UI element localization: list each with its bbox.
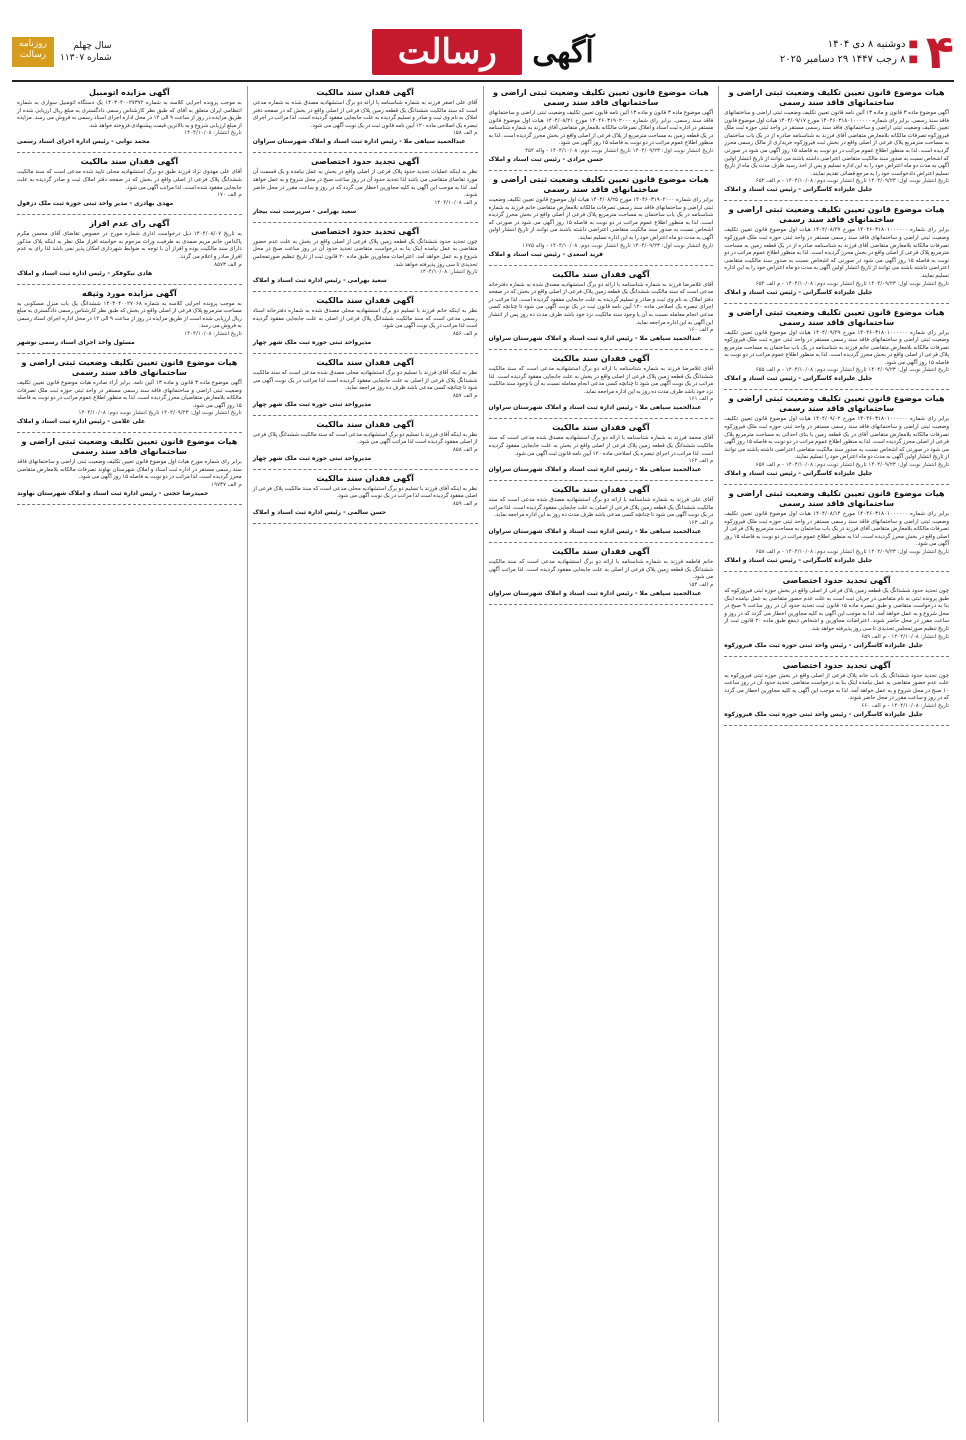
notice-title: آگهی فقدان سند مالکیت [316,473,414,483]
notice [17,157,242,208]
notice-meta: تاریخ انتشار نوبت اول: ۱۴۰۴/۰۹/۲۳ تاریخ انتشار نوبت دوم: ۱۴۰۴/۱۰/۰۸ - م الف ۶۵۷ [755,462,949,469]
notice-body: چون تحدید حدود ششدانگ یک باب خانه پلاک فرعی از اصلی واقع در بخش حوزه ثبتی فیروزکوه به علت عدم حضور متقاضی به عمل نیامده اینک بنا به درخواست متقاضی تحدید حدود آن در روز ساعت ۱۰ صبح در محل شروع و به عمل خواهد آمد. لذا به موجب این آگهی به کلیه مجاورین اخطار می گردد که در روز و ساعت مقرر در محل حاضر شوند. [724,672,949,702]
notice-signature: جلیل علیزاده کاسگرانی - رئیس واحد ثبتی حوزه ثبت ملک فیروزکوه [724,641,923,649]
notice-body: آقای محمد فرزند به شماره شناسنامه با ارائه دو برگ استشهادیه مصدق شده مدعی است که سند مالکیت ششدانگ یک قطعه زمین پلاک فرعی از اصلی واقع در بخش به علت جابجایی مفقود گردیده است. لذا مراتب در اجرای تبصره یک اصلاحی ماده ۱۲۰ آیین نامه قانون ثبت آگهی می شود. [488,435,714,457]
notice-body: چون تحدید حدود ششدانگ یک قطعه زمین پلاک فرعی از اصلی واقع در بخش حوزه ثبتی فیروزکوه که طبق پرونده ثبتی به نام متقاضی در جریان ثبت است به علت عدم حضور متقاضی به عمل نیامده اینک بنا به درخواست متقاضی و طبق تبصره ماده ۱۵ قانون ثبت تحدید حدود آن در روز ساعت ۹ صبح در محل شروع و به عمل خواهد آمد. لذا به موجب این آگهی به کلیه مجاورین اخطار می گردد که در روز و ساعت مقرر در محل حاضر شوند. اعتراضات مجاورین و اشخاص ذینفع طبق ماده ۲۰ قانون ثبت از تاریخ تنظیم صورتمجلس تحدیدی تا سی روز پذیرفته خواهد شد. [724,588,949,632]
notice-signature: جلیل علیزاده کاسگرانی - رئیس ثبت اسناد و املاک [724,186,873,194]
notice-separator [253,469,478,470]
notice-title: آگهی فقدان سند مالکیت [316,296,414,306]
notice [253,420,478,463]
notice-signature: عبدالحمید سیاهی ملا - رئیس اداره ثبت اسناد و املاک شهرستان سراوان [252,138,466,146]
notice [253,88,478,146]
notice-body: نظر به اینکه عملیات تحدید حدود پلاک فرعی از اصلی واقع در بخش به عمل نیامده و یک قسمت آن مورد تقاضای متقاضی می باشد لذا تحدید حدود آن در روز ساعت صبح در محل شروع و به عمل خواهد آمد. لذا به موجب این آگهی به کلیه مجاورین اخطار می گردد که در روز و ساعت مقرر در محل حاضر شوند. [252,169,478,199]
notice-separator [489,265,714,266]
notice-body: برابر رای شماره ۱۴۰۴۶۰۳۱۸۰۱۰۰۰۰۰۰ مورخ ۱۴۰۴/۰۹/۲۹ هیات اول موضوع قانون تعیین تکلیف وضعیت ثبتی اراضی و ساختمانهای فاقد سند رسمی مستقر در واحد ثبتی حوزه ثبت ملک فیروزکوه تصرفات مالکانه بلامعارض متقاضی خانم فرزند به شناسنامه در یک باب ساختمان به مساحت مترمربع پلاک فرعی از اصلی واقع در بخش محرز گردیده است. لذا به منظور اطلاع عموم مراتب در دو نوبت به فاصله ۱۵ روز آگهی می شود. [724,329,950,366]
notice-title: هیات موضوع قانون تعیین تکلیف وضعیت ثبتی اراضی و ساختمانهای فاقد سند رسمی [728,489,945,509]
notice-signature: مسئول واحد اجرای اسناد رسمی نوشهر [17,338,135,346]
notice-signature: محمد نوابی - رئیس اداره اجرای اسناد رسمی [17,138,150,146]
notice-meta: م الف ۸۵۷۳ [214,261,242,268]
notice-signature: مدیرواحد ثبتی حوزه ثبت ملک شهر چهار [252,400,372,408]
notice-body: نظر به اینکه خانم فرزند با تسلیم دو برگ استشهادیه محلی مصدق شده به شماره دفترخانه اسناد رسمی مدعی است که سند مالکیت ششدانگ پلاک فرعی از اصلی به علت جابجایی مفقود گردیده است لذا مراتب در یک نوبت آگهی می شود. [252,308,478,330]
notice-meta: تاریخ انتشار: ۱۴۰۴/۱۰/۰۸ [184,130,242,137]
notice-title: آگهی تحدید حدود اختصاصی [782,660,891,670]
notice [253,227,478,285]
notice [489,423,714,474]
notice [724,88,949,194]
notice-signature: حسن سالمی - رئیس اداره ثبت اسناد و املاک [252,509,387,517]
notice-signature: عبدالحمید سیاهی ملا - رئیس اداره ثبت اسناد و املاک شهرستان سراوان [488,528,702,536]
notice-body: برابر رای شماره ۱۴۰۴۶۰۳۱۸۰۱۰۰۰۰۰۰ مورخ ۱۴۰۴/۰۸/۱۴ هیات اول موضوع قانون تعیین تکلیف وضعیت ثبتی اراضی و ساختمانهای فاقد سند رسمی مستقر در واحد ثبتی حوزه ثبت ملک فیروزکوه تصرفات مالکانه بلامعارض متقاضی آقای فرزند در یک باب ساختمان به مساحت مترمربع پلاک فرعی از اصلی واقع در بخش محرز گردیده است. لذا به منظور اطلاع عموم مراتب در دو نوبت به فاصله ۱۵ روز آگهی می شود. [724,511,950,548]
notice-signature: جلیل علیزاده کاسگرانی - رئیس واحد ثبتی حوزه ثبت ملک فیروزکوه [724,710,923,718]
notice-body: آگهی موضوع ماده ۳ قانون و ماده ۱۳ آئین نامه قانون تعیین تکلیف وضعیت ثبتی اراضی و ساختمانهای فاقد سند رسمی. برابر رای شماره ۱۴۰۴۶۰۳۱۹۰۲۰۰۰ مورخ ۱۴۰۴/۰۸/۲۱ هیات اول موضوع قانون مستقر در اداره ثبت اسناد و املاک تصرفات مالکانه بلامعارض متقاضی آقای فرزند به شماره شناسنامه در یک قطعه زمین به مساحت مترمربع از پلاک فرعی از اصلی واقع در بخش محرز گردیده است. لذا به منظور اطلاع عموم مراتب در دو نوبت به فاصله ۱۵ روز آگهی می شود. [488,110,714,147]
notice-title: هیات موضوع قانون تعیین تکلیف وضعیت ثبتی اراضی و ساختمانهای فاقد سند رسمی [728,307,945,327]
notice [724,205,949,296]
header-left [12,37,312,67]
notice-separator [489,604,714,605]
notice-signature: هادی نیکوفکر - رئیس اداره ثبت اسناد و املاک [17,269,153,277]
notice-separator [489,170,714,171]
date-line-2: ۸ رجب ۱۴۴۷ ۲۹ دسامبر ۲۰۲۵ [779,54,906,65]
notice-separator [253,152,478,153]
notice-body: به موجب پرونده اجرایی کلاسه به شماره ۱۴۰۳۰۴۰۰۲۷۳۷۲ یک دستگاه اتومبیل سواری به شماره انتظامی ایران متعلق به آقای که طبق نظر کارشناس رسمی دادگستری به مبلغ ریال ارزیابی شده از طریق مزایده در روز از ساعت ۹ الی ۱۲ در محل اداره اجرای اسناد رسمی به فروش می رسد. مزایده از مبلغ ارزیابی شروع و به بالاترین قیمت پیشنهادی فروخته خواهد شد. [17,100,242,129]
notice [489,270,714,344]
notice-meta: م الف ۸۵۹ [452,501,478,508]
notice [489,175,714,259]
notice-signature: حسن مرادی - رئیس ثبت اسناد و املاک [488,155,604,163]
notice-signature: فرید اسعدی - رئیس ثبت اسناد و املاک [488,250,603,258]
column-1 [718,86,954,1422]
mini-logo: روزنامه رسالت [12,37,54,67]
notice-body: آقای علی فرزند به شماره شناسنامه با ارائه دو برگ استشهادیه مصدق شده مدعی است که سند مالکیت ششدانگ یک قطعه زمین پلاک فرعی از اصلی به علت جابجایی مفقود گردیده است. لذا مراتب در یک نوبت آگهی می شود تا چنانچه کسی مدعی باشد ظرف مدت ده روز به این اداره مراجعه نماید. [488,497,714,519]
columns-container [12,86,954,1422]
notice-meta: م الف ۱۴۰۴/۱۰/۰۸ [434,199,478,206]
notice-title: آگهی فقدان سند مالکیت [316,88,414,97]
notice-title: هیات موضوع قانون تعیین تکلیف وضعیت ثبتی اراضی و ساختمانهای فاقد سند رسمی [492,88,709,107]
notice-signature: مدیرواحد ثبتی حوزه ثبت ملک شهر چهار [252,454,372,462]
notice-separator [724,389,949,390]
notice-signature: عبدالحمید سیاهی ملا - رئیس اداره ثبت اسناد و املاک شهرستان سراوان [488,466,702,474]
notice-signature: عبدالحمید سیاهی ملا - رئیس اداره ثبت اسناد و املاک شهرستان سراوان [488,404,702,412]
notice-body: نظر به اینکه آقای فرزند با تسلیم دو برگ استشهادیه محلی مدعی است که سند مالکیت پلاک فرعی از اصلی مفقود گردیده است لذا مراتب در یک نوبت آگهی می شود. [252,485,478,500]
notice-separator [489,542,714,543]
notice-body: آگهی موضوع ماده ۳ قانون و ماده ۱۳ آئین نامه قانون تعیین تکلیف وضعیت ثبتی اراضی و ساختمانهای فاقد سند رسمی. برابر رای شماره ۱۴۰۴۶۰۳۱۸۰۱۰۰۰۰۰۰ مورخ ۱۴۰۴/۰۹/۱۷ هیات اول موضوع قانون تعیین تکلیف وضعیت ثبتی اراضی و ساختمانهای فاقد سند رسمی مستقر در واحد ثبتی حوزه ثبت ملک فیروزکوه تصرفات مالکانه بلامعارض متقاضی آقای فرزند به شناسنامه صادره از در یک باب ساختمان به مساحت مترمربع پلاک فرعی از اصلی واقع در بخش ثبت فیروزکوه خریداری از مالک رسمی محرز گردیده است. لذا به منظور اطلاع عموم مراتب در دو نوبت به فاصله ۱۵ روز آگهی می شود در صورتی که اشخاص نسبت به صدور سند مالکیت متقاضی اعتراضی داشته باشند می توانند از تاریخ انتشار اولین آگهی به مدت دو ماه اعتراض خود را به این اداره تسلیم و پس از اخذ رسید ظرف مدت یک ماه از تاریخ تسلیم اعتراض دادخواست خود را به مرجع قضائی تقدیم نمایند. [724,110,949,177]
notice-separator [489,480,714,481]
notice-meta: م الف ۱۶۲ [688,458,714,465]
notice-title: هیات موضوع قانون تعیین تکلیف وضعیت ثبتی اراضی و ساختمانهای فاقد سند رسمی [728,88,945,107]
notice-meta: م الف ۸۵۷ [452,392,478,399]
notice-meta: م الف ۱۶۰ [688,327,714,334]
notice-body: به موجب پرونده اجرایی کلاسه به شماره ۱۴۰۳۰۴۰۰۲۷۰۶۸ ششدانگ یک باب منزل مسکونی به مساحت مترمربع پلاک فرعی از اصلی واقع در بخش که طبق نظر کارشناس رسمی دادگستری به مبلغ ریال ارزیابی شده است از طریق مزایده در روز از ساعت ۹ الی ۱۲ در محل اداره اجرای اسناد رسمی به فروش می رسد. [17,300,242,330]
notice-body: به تاریخ ۱۴۰۴/۰۸/۰۷ ذیل درخواست اداری شماره مورخ در خصوص تقاضای آقای محسن مکرم پاکدامن خانم مریم صمدی به طرفیت وراث مرحوم به خواسته افراز ملک نظر به اینکه پلاک مذکور دارای سند مالکیت بوده و افراز آن با توجه به ضوابط شهرداری امکان پذیر نمی باشد لذا رای به عدم افراز صادر و اعلام می گردد. [17,231,242,260]
notice-separator [724,656,949,657]
notice-title: هیات موضوع قانون تعیین تکلیف وضعیت ثبتی اراضی و ساختمانهای فاقد سند رسمی [492,174,709,194]
notice-meta: تاریخ انتشار نوبت اول: ۱۴۰۴/۰۹/۲۳ تاریخ انتشار نوبت دوم: ۱۴۰۴/۱۰/۰۸ - واله ۱۶۷۵ [522,242,714,249]
date-block [780,37,918,67]
notice-meta: م الف ۱۶۳ [688,520,714,527]
notice-body: نظر به اینکه آقای فرزند با تسلیم دو برگ استشهادیه محلی مصدق شده مدعی است که سند مالکیت ششدانگ پلاک فرعی از اصلی به علت جابجایی مفقود گردیده است لذا مراتب در یک نوبت آگهی می شود تا چنانچه کسی مدعی باشد ظرف ده روز مراجعه نماید. [252,369,478,392]
notice-separator [253,291,478,292]
notice-meta: تاریخ انتشار: ۱۴۰۴/۱۰/۰۸ [184,330,242,337]
notice-separator [17,353,242,354]
issue-info [60,40,112,64]
notice [724,576,949,650]
notice-title: آگهی تحدید حدود اختصاصی [311,226,420,236]
notice-title: آگهی مزایده اتومبیل [89,88,170,97]
notice-meta: تاریخ انتشار نوبت اول: ۱۴۰۴/۰۹/۲۳ تاریخ انتشار نوبت دوم: ۱۴۰۴/۱۰/۰۸ - واله ۴۵۴ [525,147,714,154]
notice-meta: تاریخ انتشار نوبت اول: ۱۴۰۴/۰۹/۲۳ تاریخ انتشار نوبت دوم: ۱۴۰۴/۱۰/۰۸ - م الف ۶۵۵ [755,367,949,374]
notice-meta: تاریخ انتشار نوبت اول: ۱۴۰۴/۰۹/۲۳ تاریخ انتشار نوبت دوم: ۱۴۰۴/۱۰/۰۸ - م الف ۶۵۴ [755,280,949,287]
page-number: ۴ [925,25,954,79]
notice-body: برابر رای شماره ۱۴۰۴۶۰۳۱۸۰۱۰۰۰۰۰۰ مورخ ۱۴۰۴/۰۸/۲۷ هیات اول موضوع قانون تعیین تکلیف وضعیت ثبتی اراضی و ساختمانهای فاقد سند رسمی مستقر در واحد ثبتی حوزه ثبت ملک فیروزکوه تصرفات مالکانه بلامعارض متقاضی آقای فرزند به شناسنامه صادره از در یک قطعه زمین به مساحت مترمربع پلاک فرعی از اصلی واقع در بخش محرز گردیده است. لذا به منظور اطلاع عموم مراتب در دو نوبت به فاصله ۱۵ روز آگهی می شود در صورتی که اشخاص نسبت به صدور سند مالکیت متقاضی اعتراضی داشته باشند می توانند از تاریخ انتشار اولین آگهی به مدت دو ماه اعتراض خود را به این اداره تسلیم نمایند. [724,227,950,279]
notice-signature: جلیل علیزاده کاسگرانی - رئیس ثبت اسناد و املاک [724,470,873,478]
notice-separator [489,418,714,419]
notice-meta: م الف ۸۵۶ [452,330,478,337]
notice-body: نظر به اینکه آقای فرزند با تسلیم دو برگ استشهادیه مدعی است که سند مالکیت ششدانگ پلاک فرعی از اصلی مفقود گردیده است لذا مراتب آگهی می شود. [252,431,478,446]
notice-meta: م الف ۱۹۷۳۷ [211,482,242,489]
notice-meta: م الف ۱۷۰ [217,192,242,199]
notice-body: آقای علی مهدوی نژاد فرزند طبق دو برگ استشهادیه محلی تایید شده مدعی است که سند مالکیت ششدانگ پلاک فرعی از اصلی واقع در بخش که در صفحه دفتر املاک ثبت و صادر گردیده به علت جابجایی مفقود شده است. لذا مراتب آگهی می شود. [17,169,242,191]
header-center [323,26,643,78]
notice-title: آگهی فقدان سند مالکیت [552,485,650,495]
notice-signature: جلیل علیزاده کاسگرانی - رئیس ثبت اسناد و املاک [724,557,873,564]
notice [724,308,949,384]
notice [253,358,478,409]
notice-separator [17,214,242,215]
notice-body: آگهی موضوع ماده ۳ قانون و ماده ۱۳ آئین نامه. برابر آراء صادره هیات موضوع قانون تعیین تکلیف وضعیت ثبتی اراضی و ساختمانهای فاقد سند رسمی مستقر در واحد ثبتی حوزه ثبت ملک تصرفات مالکانه بلامعارض متقاضیان محرز گردیده است. لذا به منظور اطلاع عموم مراتب در دو نوبت به فاصله ۱۵ روز آگهی می شود. [17,379,242,409]
notice [17,437,242,498]
notice [489,547,714,598]
notice-body: چون تحدید حدود ششدانگ یک قطعه زمین پلاک فرعی از اصلی واقع در بخش به علت عدم حضور متقاضی به عمل نیامده اینک بنا به درخواست متقاضی تحدید حدود آن در روز ساعت صبح در محل شروع و به عمل خواهد آمد. اعتراضات مجاورین طبق ماده ۲۰ قانون ثبت از تاریخ تنظیم صورتمجلس تحدیدی تا سی روز پذیرفته خواهد شد. [252,238,478,268]
notice-signature: سعید بهرامی - سرپرست ثبت بیجار [252,207,357,215]
notice-title: آگهی فقدان سند مالکیت [552,269,650,279]
notice-body: برابر رای شماره ۱۴۰۴۶۰۳۱۸۰۱۰۰۰۰۰۰ مورخ ۱۴۰۴/۰۹/۰۲ هیات اول موضوع قانون تعیین تکلیف وضعیت ثبتی اراضی و ساختمانهای فاقد سند رسمی مستقر در واحد ثبتی حوزه ثبت ملک فیروزکوه تصرفات مالکانه بلامعارض متقاضی آقای در یک قطعه زمین با بنای احداثی به مساحت مترمربع پلاک فرعی از اصلی محرز گردیده است. لذا به منظور اطلاع عموم مراتب در دو نوبت به فاصله ۱۵ روز آگهی می شود در صورتی که اشخاص نسبت به صدور سند مالکیت متقاضی اعتراضی داشته باشند می توانند از تاریخ انتشار اولین آگهی به مدت دو ماه اعتراض خود را تسلیم نمایند. [724,416,950,461]
header-right [654,25,954,79]
masthead-logo: رسالت [372,29,522,75]
notice-signature: عبدالحمید سیاهی ملا - رئیس اداره ثبت اسناد و املاک شهرستان سراوان [488,335,702,343]
notice-title: هیات موضوع قانون تعیین تکلیف وضعیت ثبتی اراضی و ساختمانهای فاقد سند رسمی [728,394,945,414]
notice-signature: عبدالحمید سیاهی ملا - رئیس اداره ثبت اسناد و املاک شهرستان سراوان [488,589,702,597]
notice-meta: تاریخ انتشار: ۱۴۰۴/۱۰/۰۸ - م الف ۶۶۰ [861,702,949,709]
notice-title: آگهی مزایده مورد وثیقه [82,288,177,298]
notice [253,474,478,517]
notice-separator [724,571,949,572]
notice-title: آگهی فقدان سند مالکیت [552,547,650,557]
notice-signature: سعید بهرامی - رئیس اداره ثبت اسناد و املاک [252,277,387,285]
notice-signature: مدیرواحد ثبتی حوزه ثبت ملک شهر چهار [252,338,372,346]
notice-signature: جلیل علیزاده کاسگرانی - رئیس ثبت اسناد و املاک [724,375,873,383]
notice-title: آگهی فقدان سند مالکیت [316,419,414,429]
notice-body: آقای غلامرضا فرزند به شماره شناسنامه با ارائه دو برگ استشهادیه مدعی است که سند مالکیت ششدانگ یک قطعه زمین پلاک فرعی از اصلی واقع در بخش به علت جابجایی مفقود گردیده است. لذا مراتب در یک نوبت آگهی می شود تا چنانچه کسی مدعی انجام معامله نسبت به آن یا وجود سند مالکیت نزد خود باشد ظرف مدت ده روز به این اداره مراجعه نماید. [488,366,714,395]
notice-separator [17,504,242,505]
notice-title: آگهی فقدان سند مالکیت [316,357,414,367]
notice-signature: علی غلامی - رئیس اداره ثبت اسناد و املاک [17,418,146,426]
notice-separator [724,725,949,726]
notice-title: آگهی فقدان سند مالکیت [552,354,650,364]
notice [489,354,714,412]
bullet-icon: ■ [908,54,918,65]
notice-title: آگهی رای عدم افراز [89,219,170,229]
column-3 [247,86,483,1422]
page-header [12,26,954,78]
notice [17,358,242,426]
notice-meta: تاریخ انتشار: ۱۴۰۴/۱۰/۰۸ - م الف ۶۵۹ [861,633,949,640]
notice-title: آگهی فقدان سند مالکیت [80,157,179,167]
notice [253,296,478,347]
header-divider [12,80,954,82]
issue-line: شماره ۱۱۳۰۷ [60,53,112,63]
notice-signature: حمیدرضا حجتی - رئیس اداره ثبت اسناد و املاک شهرستان نهاوند [17,490,209,498]
notice-meta: م الف ۱۵۸ [452,130,478,137]
notice-separator [253,415,478,416]
column-4 [12,86,247,1422]
notice-separator [17,152,242,153]
notice-meta: تاریخ انتشار نوبت اول: ۱۴۰۴/۰۹/۲۳ تاریخ انتشار نوبت دوم: ۱۴۰۴/۱۰/۰۸ - م الف ۶۵۲ [755,178,949,185]
notice-separator [253,353,478,354]
notice-body: آقای علی اصغر فرزند به شماره شناسنامه با ارائه دو برگ استشهادیه مصدق شده به شماره مدعی است که سند مالکیت ششدانگ یک قطعه زمین پلاک فرعی از اصلی واقع در بخش که در صفحه دفتر املاک به نام وی ثبت و صادر و تسلیم گردیده به علت جابجایی مفقود گردیده است. لذا مراتب در اجرای تبصره یک اصلاحی ماده ۱۲۰ آیین نامه قانون ثبت در یک نوبت آگهی می شود. [252,100,478,129]
notice-meta: م الف ۸۵۸ [452,446,478,453]
notice-meta: م الف ۱۵۴ [688,581,714,588]
notice-separator [17,284,242,285]
notice [17,219,242,277]
notice-body: برابر رای شماره ۱۴۰۴۶۰۳۱۹۰۲۰۰۰ مورخ ۱۴۰۴/۰۸/۲۵ هیات اول موضوع قانون تعیین تکلیف وضعیت ثبتی اراضی و ساختمانهای فاقد سند رسمی تصرفات مالکانه بلامعارض متقاضی خانم فرزند به شماره شناسنامه در یک باب ساختمان به مساحت مترمربع پلاک فرعی از اصلی واقع در بخش محرز گردیده است. لذا به منظور اطلاع عموم مراتب در دو نوبت به فاصله ۱۵ روز آگهی می شود در صورتی که اشخاص نسبت به صدور سند مالکیت متقاضی اعتراضی داشته باشند می توانند از تاریخ انتشار اولین آگهی به مدت دو ماه اعتراض خود را به این اداره تسلیم نمایند. [488,196,714,241]
notice [489,88,714,164]
notice-separator [17,432,242,433]
notice-body: برابر رای شماره مورخ هیات اول موضوع قانون تعیین تکلیف وضعیت ثبتی اراضی و ساختمانهای فاقد سند رسمی مستقر در اداره ثبت اسناد و املاک شهرستان نهاوند تصرفات مالکانه بلامعارض متقاضی محرز گردیده است. لذا مراتب در دو نوبت به فاصله ۱۵ روز آگهی می شود. [17,459,242,481]
notice-separator [724,303,949,304]
notice-separator [724,200,949,201]
notice-title: آگهی فقدان سند مالکیت [552,423,650,433]
notice-signature: مهدی بهادری - مدیر واحد ثبتی حوزه ثبت ملک دزفول [17,200,174,208]
notice-meta: م الف ۱۶۱ [688,396,714,403]
date-line-1: دوشنبه ۸ دی ۱۴۰۴ [827,39,906,50]
notice-meta: تاریخ انتشار: ۱۴۰۴/۱۰/۰۸ [419,269,478,276]
notice-title: هیات موضوع قانون تعیین تکلیف وضعیت ثبتی اراضی و ساختمانهای فاقد سند رسمی [728,205,945,225]
notice-title: هیات موضوع قانون تعیین تکلیف وضعیت ثبتی اراضی و ساختمانهای فاقد سند رسمی [21,437,238,457]
notice-separator [724,484,949,485]
notice-title: هیات موضوع قانون تعیین تکلیف وضعیت ثبتی اراضی و ساختمانهای فاقد سند رسمی [21,357,238,377]
notice-meta: تاریخ انتشار نوبت اول: ۱۴۰۴/۰۹/۲۳ تاریخ انتشار نوبت دوم: ۱۴۰۴/۱۰/۰۸ [78,410,242,417]
notice [724,661,949,719]
section-title: آگهی [532,34,594,70]
notice [17,289,242,347]
notice-title: آگهی تجدید حدود اختصاصی [311,157,420,167]
notice [253,157,478,215]
notice [489,485,714,536]
notice [724,489,949,565]
notice-separator [253,523,478,524]
notice [724,394,949,478]
notice-separator [253,222,478,223]
notice-separator [489,349,714,350]
column-2 [483,86,719,1422]
notice-title: آگهی تحدید حدود اختصاصی [782,576,891,585]
bullet-icon: ■ [908,39,918,50]
notice-body: آقای غلامرضا فرزند به شماره شناسنامه با ارائه دو برگ استشهادیه مصدق شده به شماره دفترخانه مدعی است که سند مالکیت ششدانگ یک قطعه زمین پلاک فرعی از اصلی واقع در بخش که در صفحه دفتر املاک به نام وی ثبت و صادر و تسلیم گردیده به علت جابجایی مفقود گردیده است. لذا مراتب در اجرای تبصره یک اصلاحی ماده ۱۲۰ آیین نامه قانون ثبت در یک نوبت آگهی می شود تا چنانچه کسی مدعی انجام معامله نسبت به آن یا وجود سند مالکیت نزد خود باشد ظرف مدت ده روز پس از انتشار این آگهی به این اداره مراجعه نماید. [488,281,714,326]
notice-signature: جلیل علیزاده کاسگرانی - رئیس ثبت اسناد و املاک [724,288,873,296]
notice-meta: تاریخ انتشار نوبت اول: ۱۴۰۴/۰۹/۲۳ تاریخ انتشار نوبت دوم: ۱۴۰۴/۱۰/۰۸ - م الف ۶۵۸ [755,549,949,555]
notice-body: خانم فاطمه فرزند به شماره شناسنامه با ارائه دو برگ استشهادیه مدعی است که سند مالکیت ششدانگ یک قطعه زمین پلاک فرعی از اصلی به علت جابجایی مفقود گردیده است. لذا مراتب آگهی می شود. [488,559,714,581]
notice [17,88,242,146]
year-line: سال چهلم [73,41,112,51]
